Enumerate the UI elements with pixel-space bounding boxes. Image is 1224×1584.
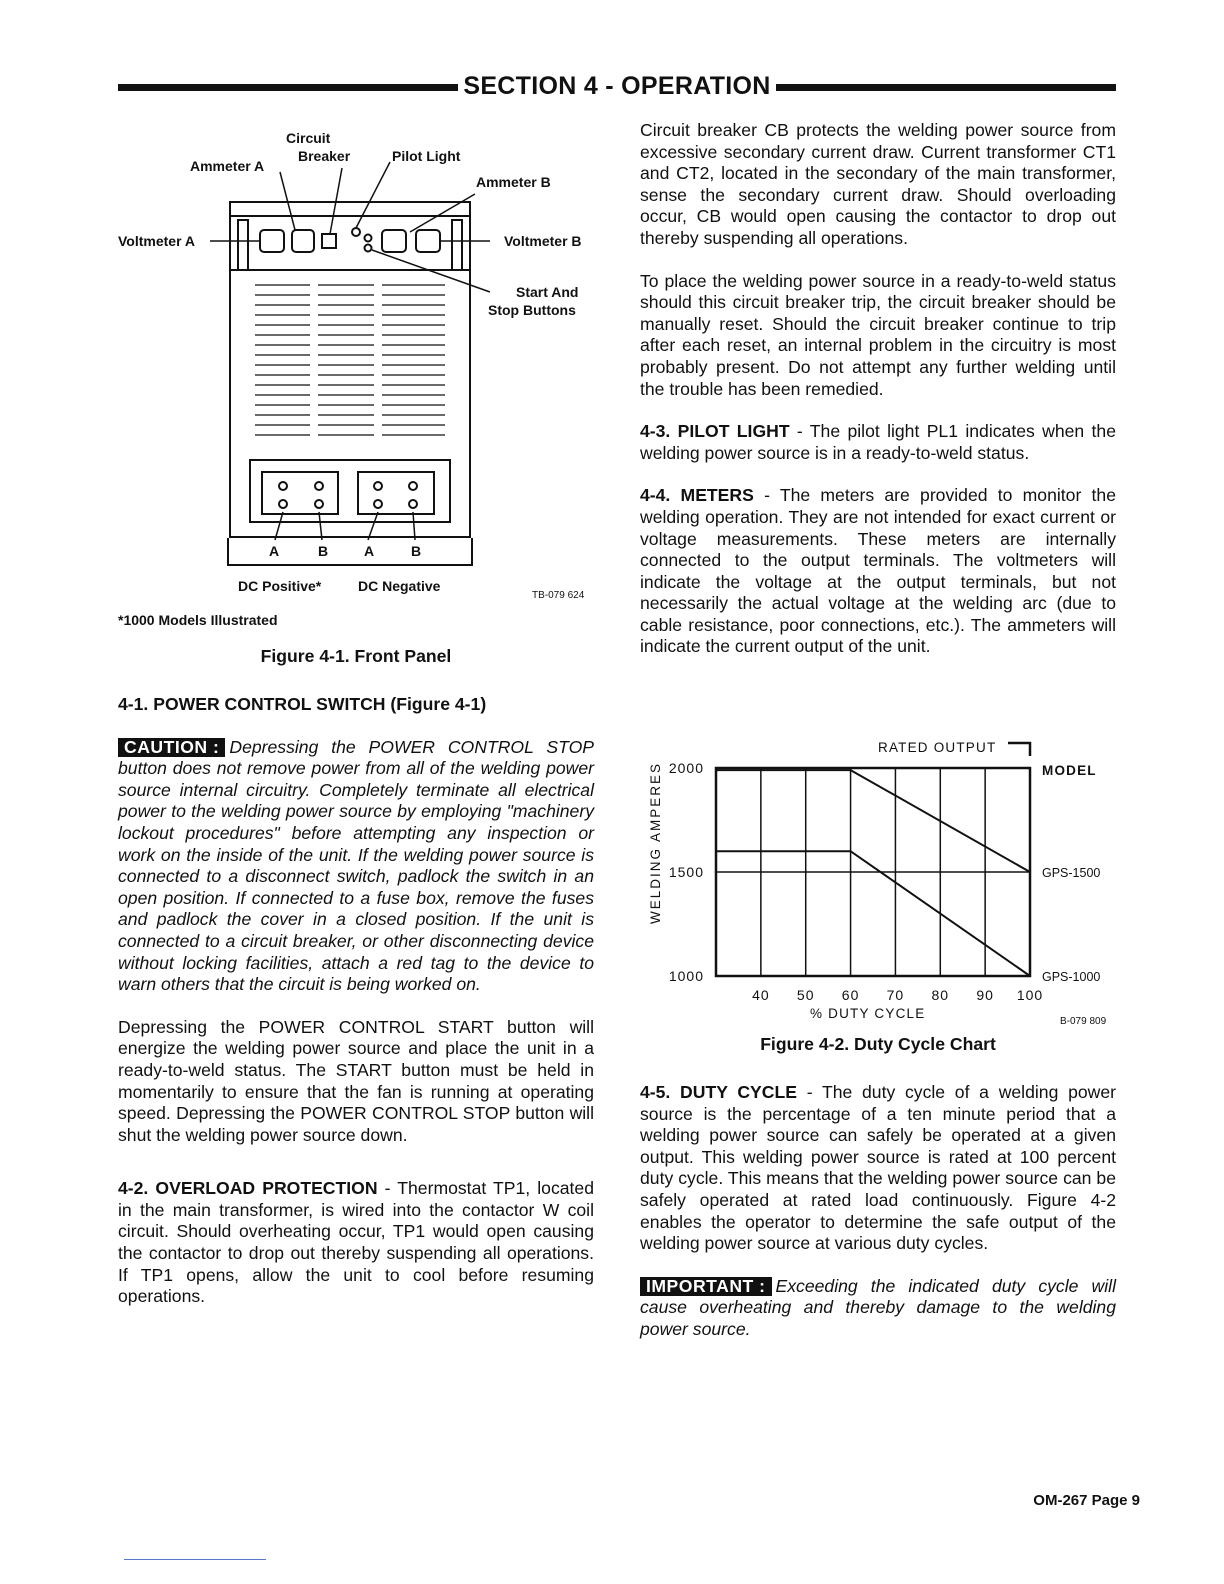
duty-cycle-chart-svg bbox=[636, 736, 1126, 1036]
label-terminal-b2: B bbox=[411, 543, 422, 559]
x-tick-label-50: 50 bbox=[796, 987, 815, 1003]
caution-block bbox=[118, 737, 594, 996]
label-terminal-a2: A bbox=[364, 543, 375, 559]
section-4-4 bbox=[640, 485, 1116, 658]
circuit-breaker-paragraph: Circuit breaker CB protects the welding power source from excessive secondary current draw. Current transformer CT1 and CT2, located in the secondary of the main transformer, sense the secondary current draw. Should overloading occur, CB would open causing the contactor to drop out thereby suspending all operations. bbox=[640, 120, 1116, 248]
y-tick-label-1000: 1000 bbox=[668, 968, 704, 984]
section-4-5 bbox=[640, 1082, 1116, 1255]
louvers bbox=[255, 285, 445, 435]
label-terminal-a1: A bbox=[269, 543, 280, 559]
section-4-2-heading: 4-2. OVERLOAD PROTECTION bbox=[118, 1178, 378, 1199]
right-column-bottom bbox=[640, 1082, 1116, 1362]
rated-output-marker bbox=[1008, 743, 1030, 756]
terminal-group-positive bbox=[262, 472, 338, 514]
front-panel-figure bbox=[110, 120, 610, 640]
label-ammeter-a: Ammeter A bbox=[190, 158, 265, 174]
series-line-gps-1500 bbox=[716, 770, 1030, 872]
important-badge: IMPORTANT : bbox=[640, 1277, 772, 1296]
section-4-5-heading: 4-5. DUTY CYCLE bbox=[640, 1082, 797, 1102]
caution-badge: CAUTION : bbox=[118, 738, 225, 757]
voltmeter-b-shape bbox=[416, 230, 440, 252]
figure1-ref: TB-079 624 bbox=[532, 590, 585, 601]
left-column bbox=[118, 694, 594, 1329]
section-4-1-heading: 4-1. POWER CONTROL SWITCH (Figure 4-1) bbox=[118, 694, 487, 714]
label-voltmeter-a: Voltmeter A bbox=[118, 233, 196, 249]
stop-button-shape bbox=[365, 245, 372, 252]
series-point-gps-1500-1 bbox=[850, 769, 852, 771]
terminal-group-negative bbox=[358, 472, 434, 514]
bottom-rule bbox=[124, 1559, 266, 1560]
important-text: Exceeding the indicated duty cycle will cause overheating and thereby damage to the welding power source. bbox=[640, 1275, 1116, 1339]
ammeter-b-shape bbox=[382, 230, 406, 252]
x-tick-label-90: 90 bbox=[976, 987, 994, 1003]
section-4-1-body: Depressing the POWER CONTROL START button will energize the welding power source and place the unit in a ready-to-weld status. The START button must be held in momentarily to ensure that the fan is running at operating speed. Depressing the POWER CONTROL STOP button will shut the welding power source down. bbox=[118, 1016, 594, 1145]
label-start-and: Start And bbox=[516, 284, 579, 300]
circuit-breaker-shape bbox=[322, 234, 336, 248]
figure2-caption: Figure 4-2. Duty Cycle Chart bbox=[760, 1034, 996, 1054]
figure1-note: *1000 Models Illustrated bbox=[118, 612, 278, 628]
ammeter-a-shape bbox=[292, 230, 314, 252]
section-4-3-body: - The pilot light PL1 indicates when the welding power source is in a ready-to-weld status. bbox=[640, 421, 1116, 463]
series-point-gps-1000-1 bbox=[850, 850, 852, 852]
label-dc-negative: DC Negative bbox=[358, 578, 441, 594]
series-point-gps-1500-0 bbox=[715, 769, 717, 771]
section-4-4-heading: 4-4. METERS bbox=[640, 485, 754, 506]
front-panel-drawing bbox=[110, 120, 610, 640]
label-voltmeter-b: Voltmeter B bbox=[504, 233, 582, 249]
start-button-shape bbox=[365, 235, 372, 242]
label-ammeter-b: Ammeter B bbox=[476, 174, 551, 190]
label-breaker: Breaker bbox=[298, 148, 351, 164]
series-label-gps-1500: GPS-1500 bbox=[1042, 866, 1101, 880]
section-4-3-heading: 4-3. PILOT LIGHT bbox=[640, 421, 790, 442]
label-stop-buttons: Stop Buttons bbox=[488, 302, 576, 318]
section-4-5-body: - The duty cycle of a welding power source is the percentage of a ten minute period that a welding power source can safely be operated at a given output. This welding power source is rated at 100 percent duty cycle. This means that the welding power source can be safely operated at rated load continuously. Figure 4-2 enables the operator to determine the safe output of the welding power source at various duty cycles. bbox=[640, 1082, 1116, 1254]
x-axis-label: % DUTY CYCLE bbox=[810, 1006, 926, 1021]
label-dc-positive: DC Positive* bbox=[238, 578, 322, 594]
section-4-4-body: - The meters are provided to monitor the welding operation. They are not intended for exact current or voltage measurements. These meters are internally connected to the output terminals. The voltmeters will indicate the voltage at the output terminals, but not necessarily the actual voltage at the welding arc (due to cable resistance, poor connections, etc.). The ammeters will indicate the current output of the unit. bbox=[640, 485, 1116, 657]
series-point-gps-1000-0 bbox=[715, 850, 717, 852]
section-4-2 bbox=[118, 1178, 594, 1308]
series-label-gps-1000: GPS-1000 bbox=[1042, 970, 1101, 984]
pilot-light-shape bbox=[352, 228, 360, 236]
series-point-gps-1500-2 bbox=[1029, 871, 1031, 873]
duty-cycle-chart bbox=[636, 736, 1126, 1036]
label-pilot-light: Pilot Light bbox=[392, 148, 461, 164]
rated-output-label: RATED OUTPUT bbox=[878, 740, 997, 755]
series-line-gps-1000 bbox=[716, 851, 1030, 976]
caution-text: Depressing the POWER CONTROL STOP button does not remove power from all of the welding power source internal circuitry. Completely terminate all electrical power to the welding power source by employing "machinery lockout procedures" before attempting any inspection or work on the inside of the unit. If the welding power source is connected to a disconnect switch, padlock the switch in an open position. If connected to a fuse box, remove the fuses and padlock the cover in a closed position. If the unit is connected to a circuit breaker, or other disconnecting device without locking facilities, attach a red tag to the device to warn others that the circuit is being worked on. bbox=[118, 736, 594, 995]
right-column-top bbox=[640, 120, 1116, 679]
x-tick-label-60: 60 bbox=[841, 987, 860, 1003]
terminal-box bbox=[250, 460, 450, 522]
section-4-3 bbox=[640, 421, 1116, 464]
reset-paragraph: To place the welding power source in a ready-to-weld status should this circuit breaker trip, the circuit breaker should be manually reset. Should the circuit breaker continue to trip after each reset, an internal problem in the circuitry is most probably present. Do not attempt any further welding until the trouble has been remedied. bbox=[640, 270, 1116, 399]
label-circuit: Circuit bbox=[286, 130, 331, 146]
y-axis-label: WELDING AMPERES bbox=[648, 761, 663, 924]
important-block bbox=[640, 1276, 1116, 1341]
panel-bracket-left bbox=[238, 220, 248, 270]
series-point-gps-1000-2 bbox=[1029, 975, 1031, 977]
x-tick-label-100: 100 bbox=[1016, 987, 1044, 1003]
section-title: SECTION 4 - OPERATION bbox=[463, 72, 771, 100]
x-tick-label-40: 40 bbox=[752, 987, 770, 1003]
x-tick-label-70: 70 bbox=[886, 987, 905, 1003]
section-header bbox=[118, 72, 1116, 102]
page-footer: OM-267 Page 9 bbox=[1033, 1492, 1140, 1509]
header-rule-left bbox=[118, 84, 458, 91]
voltmeter-a-shape bbox=[260, 230, 284, 252]
chart-ref: B-079 809 bbox=[1060, 1016, 1107, 1027]
header-rule-right bbox=[776, 84, 1116, 91]
panel-bracket-right bbox=[452, 220, 462, 270]
y-tick-label-2000: 2000 bbox=[668, 760, 704, 776]
label-terminal-b1: B bbox=[318, 543, 329, 559]
figure1-caption: Figure 4-1. Front Panel bbox=[260, 646, 452, 666]
section-4-2-body: - Thermostat TP1, located in the main transformer, is wired into the contactor W coil circuit. Should overheating occur, TP1 would open causing the contactor to drop out thereby suspending all operations. If TP1 opens, allow the unit to cool before resuming operations. bbox=[118, 1178, 594, 1307]
y-tick-label-1500: 1500 bbox=[668, 864, 704, 880]
x-tick-label-80: 80 bbox=[931, 987, 950, 1003]
model-label: MODEL bbox=[1042, 763, 1097, 778]
